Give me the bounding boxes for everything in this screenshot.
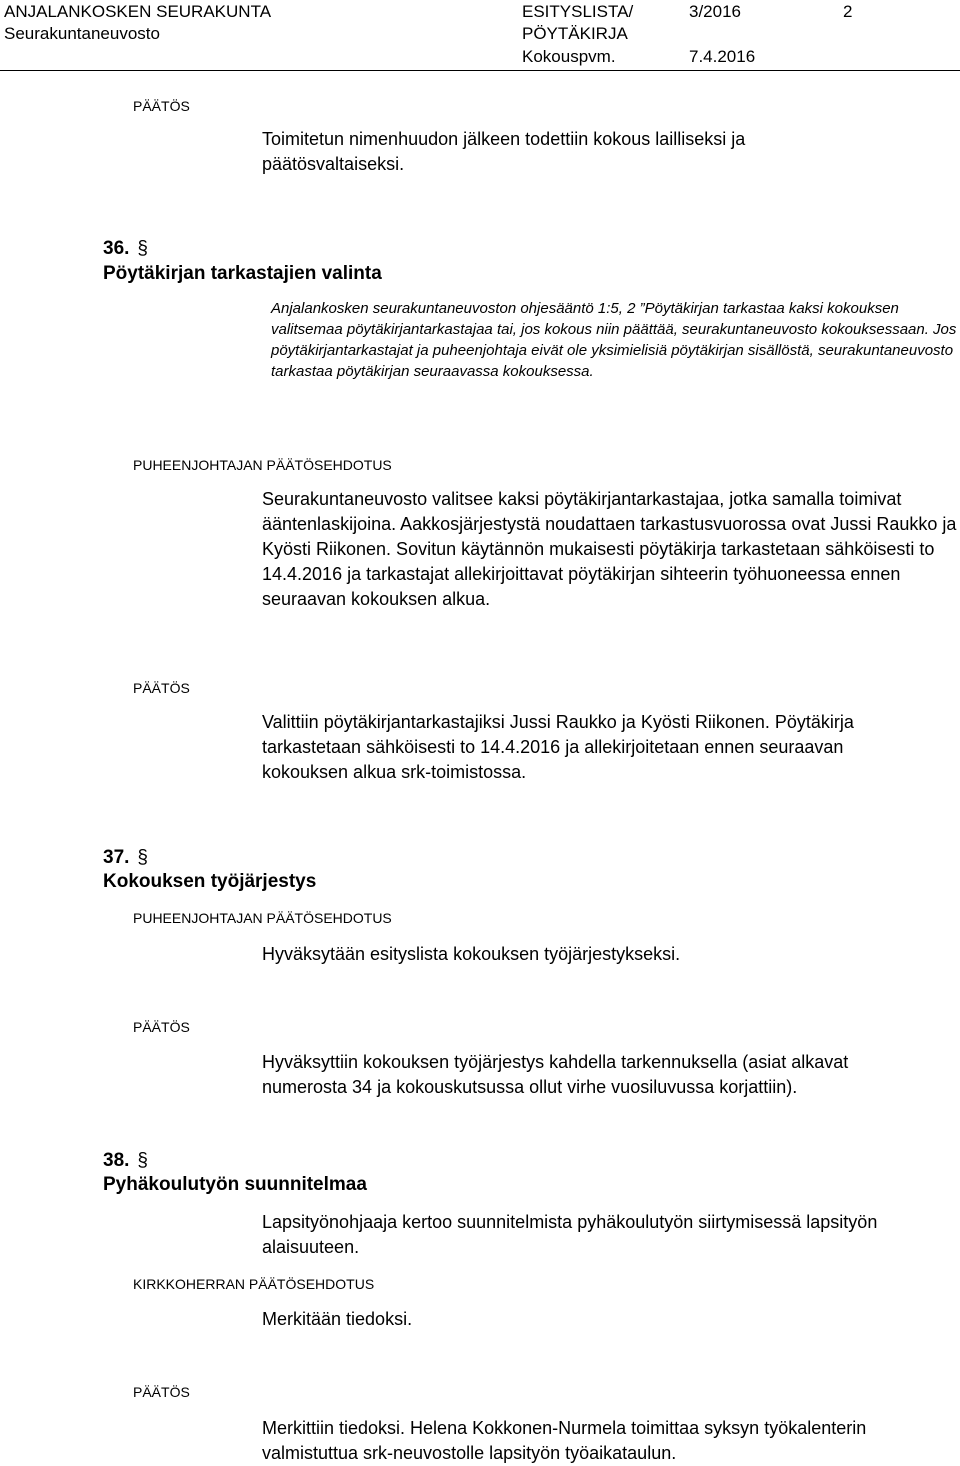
section-37-decision: Hyväksyttiin kokouksen työjärjestys kahdella tarkennuksella (asiat alkavat numerosta 34 ja kokouskutsussa ollut virhe vuosiluvussa korjattiin). [262, 1052, 849, 1097]
body-name: Seurakuntaneuvosto [4, 24, 160, 43]
section-38-proposal: Merkitään tiedoksi. [262, 1309, 413, 1329]
top-decision-text: Toimitetun nimenhuudon jälkeen todettiin kokous lailliseksi ja päätösvaltaiseksi. [262, 129, 746, 174]
doc-type-2: PÖYTÄKIRJA [522, 24, 628, 43]
section-38-number [103, 1150, 148, 1172]
top-decision-label: PÄÄTÖS [133, 98, 190, 114]
org-name: ANJALANKOSKEN SEURAKUNTA [4, 2, 272, 21]
section-sign-icon: § [137, 847, 148, 868]
meeting-date: 7.4.2016 [689, 47, 756, 66]
doc-type: ESITYSLISTA/ [522, 2, 634, 21]
section-sign-icon: § [137, 238, 148, 259]
section-37-decision-label: PÄÄTÖS [133, 1019, 190, 1035]
section-36-proposal: Seurakuntaneuvosto valitsee kaksi pöytäkirjantarkastajaa, jotka samalla toimivat ääntenlaskijoina. Aakkosjärjestystä noudattaen tarkastusvuorossa ovat Jussi Raukko ja Kyösti Riikonen. Sovitun käytännön mukaisesti pöytäkirja tarkastetaan sähköisesti to 14.4.2016 ja tarkastajat allekirjoittavat pöytäkirjan sihteerin työhuoneessa ennen seuraavan kokouksen alkua. [262, 489, 957, 609]
page-number: 2 [843, 2, 853, 21]
section-36-decision: Valittiin pöytäkirjantarkastajiksi Jussi Raukko ja Kyösti Riikonen. Pöytäkirja tarkastetaan sähköisesti to 14.4.2016 ja allekirjoitetaan ennen seuraavan kokouksen alkua srk-toimistossa. [262, 712, 854, 782]
section-36-proposal-label: PUHEENJOHTAJAN PÄÄTÖSEHDOTUS [133, 457, 392, 473]
section-37-proposal-label: PUHEENJOHTAJAN PÄÄTÖSEHDOTUS [133, 910, 392, 926]
header-divider [0, 70, 960, 71]
section-37-number [103, 847, 148, 869]
section-36-note: Anjalankosken seurakuntaneuvoston ohjesääntö 1:5, 2 ”Pöytäkirjan tarkastaa kaksi kokouksen valitsemaa pöytäkirjantarkastajaa tai, jos kokous niin päättää, seurakuntaneuvosto kokouksessaan. Jos pöytäkirjantarkastajat ja puheenjohtaja eivät ole yksimielisiä pöytäkirjan sisällöstä, seurakuntaneuvosto tarkastaa pöytäkirjan seuraavassa kokouksessa. [271, 300, 957, 380]
section-36-title: Pöytäkirjan tarkastajien valinta [103, 263, 382, 284]
section-38-proposal-label: KIRKKOHERRAN PÄÄTÖSEHDOTUS [133, 1276, 375, 1292]
section-38-title: Pyhäkoulutyön suunnitelmaa [103, 1174, 367, 1195]
section-37-proposal: Hyväksytään esityslista kokouksen työjärjestykseksi. [262, 944, 681, 964]
section-38-decision-label: PÄÄTÖS [133, 1384, 190, 1400]
section-37-title: Kokouksen työjärjestys [103, 871, 317, 892]
section-sign-icon: § [137, 1150, 148, 1171]
meeting-number: 3/2016 [689, 2, 741, 21]
section-number: 37. [103, 847, 130, 868]
section-36-number [103, 238, 148, 260]
section-38-decision: Merkittiin tiedoksi. Helena Kokkonen-Nurmela toimittaa syksyn työkalenterin valmistuttua srk-neuvostolle lapsityön työaikataulun. [262, 1418, 867, 1463]
date-label: Kokouspvm. [522, 47, 616, 66]
section-number: 38. [103, 1150, 130, 1171]
section-36-decision-label: PÄÄTÖS [133, 680, 190, 696]
section-38-text: Lapsityönohjaaja kertoo suunnitelmista pyhäkoulutyön siirtymisessä lapsityön alaisuuteen. [262, 1212, 878, 1257]
section-number: 36. [103, 238, 130, 259]
